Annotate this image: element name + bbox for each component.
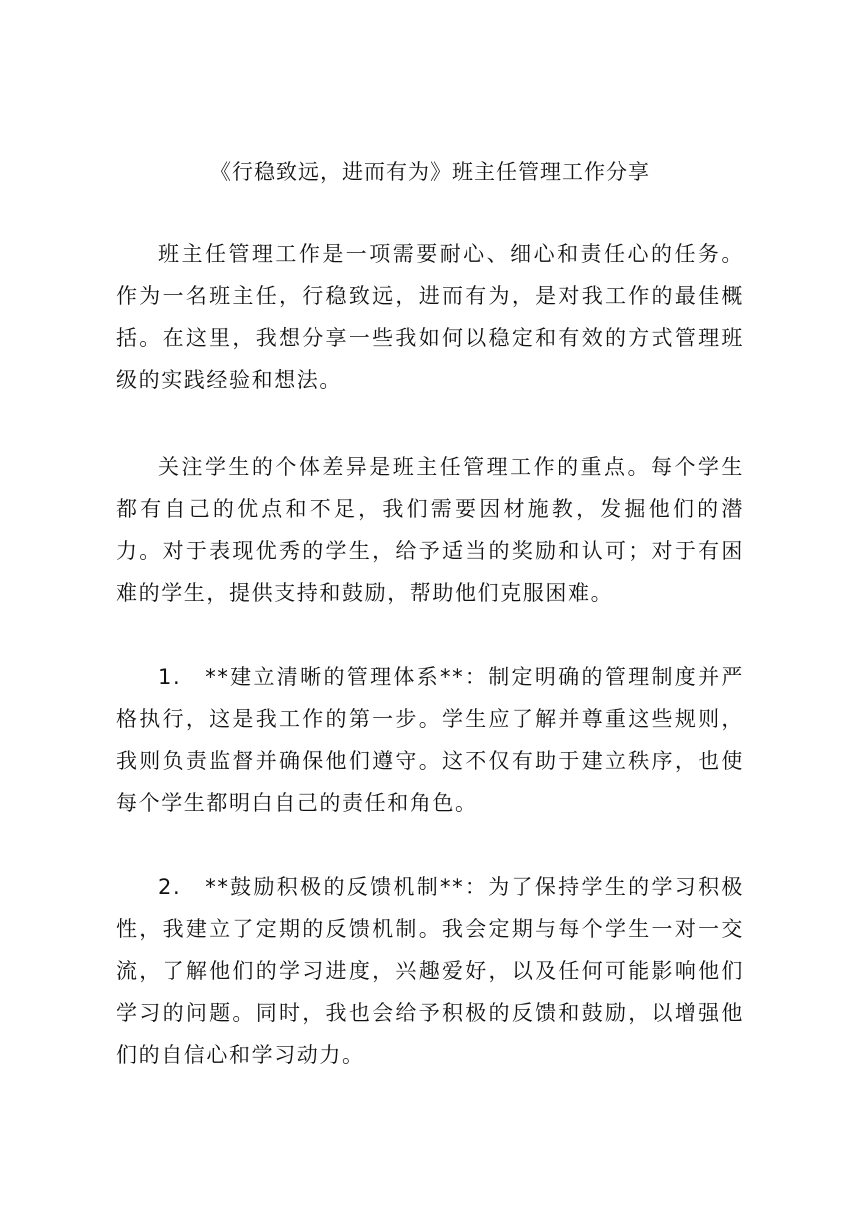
paragraph-management-system: 1. **建立清晰的管理体系**：制定明确的管理制度并严格执行，这是我工作的第一步。学生应了解并尊重这些规则，我则负责监督并确保他们遵守。这不仅有助于建立秩序，也使每个学生都明白自己的责任和角色。 [116,665,744,815]
paragraph-intro: 班主任管理工作是一项需要耐心、细心和责任心的任务。作为一名班主任，行稳致远，进而有为，是对我工作的最佳概括。在这里，我想分享一些我如何以稳定和有效的方式管理班级的实践经验和想法。 [116,242,744,392]
paragraph-individual-differences: 关注学生的个体差异是班主任管理工作的重点。每个学生都有自己的优点和不足，我们需要因材施教，发掘他们的潜力。对于表现优秀的学生，给予适当的奖励和认可；对于有困难的学生，提供支持和鼓励，帮助他们克服困难。 [116,455,744,605]
document-title: 《行稳致远，进而有为》班主任管理工作分享 [210,160,650,184]
paragraph-feedback-mechanism: 2. **鼓励积极的反馈机制**：为了保持学生的学习积极性，我建立了定期的反馈机制。我会定期与每个学生一对一交流，了解他们的学习进度，兴趣爱好，以及任何可能影响他们学习的问题。同时，我也会给予积极的反馈和鼓励，以增强他们的自信心和学习动力。 [116,875,744,1067]
